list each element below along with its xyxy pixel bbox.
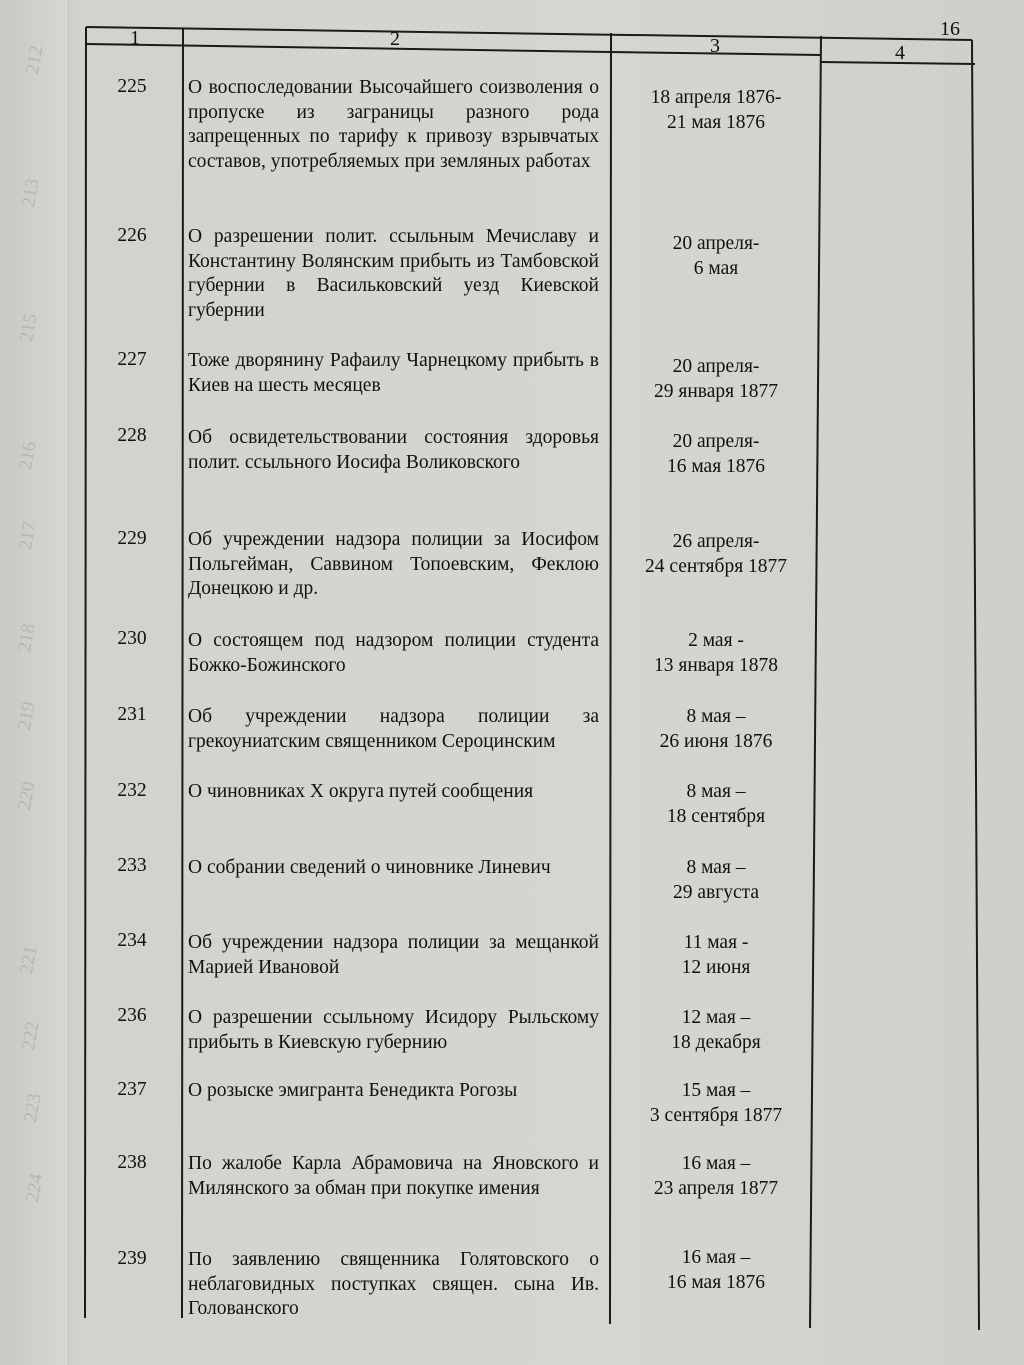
ghost-number: 223: [20, 1091, 46, 1124]
ghost-number: 219: [14, 699, 40, 732]
ghost-number: 217: [15, 519, 41, 552]
date-to: 6 мая: [693, 257, 739, 279]
row-date-range: [612, 629, 820, 678]
column-divider-3: [810, 36, 821, 1328]
column-header-2: 2: [390, 28, 400, 50]
row-title: О розыске эмигранта Бенедикта Рогозы: [188, 1080, 518, 1101]
column-divider-1: [182, 28, 183, 1318]
date-to: 16 мая 1876: [666, 455, 766, 477]
row-number: 239: [117, 1248, 147, 1269]
column-header-3: 3: [710, 35, 720, 57]
row-number: 229: [117, 528, 147, 549]
column-header-4: 4: [895, 42, 905, 64]
row-date-range: [612, 355, 820, 404]
row-title: Об учреждении надзора полиции за мещанкой Марией Ивановой: [188, 932, 599, 978]
date-to: 18 сентября: [666, 805, 766, 827]
date-from: 2 мая -: [688, 630, 744, 651]
date-to: 21 мая 1876: [666, 111, 766, 133]
row-title: Об освидетельствовании состояния здоровья полит. ссыльного Иосифа Воликовского: [188, 427, 599, 473]
ghost-number: 215: [16, 311, 42, 344]
row-number: 227: [117, 349, 147, 370]
date-to: 29 августа: [672, 881, 760, 903]
row-number: 225: [117, 76, 147, 97]
row-date-range: [612, 530, 820, 579]
row-title: О состоящем под надзором полиции студента Божко-Божинского: [188, 630, 599, 676]
ghost-number: 212: [22, 43, 48, 76]
date-to: 24 сентября 1877: [644, 555, 788, 577]
row-title: Тоже дворянину Рафаилу Чарнецкому прибыть в Киев на шесть месяцев: [188, 350, 599, 396]
row-date-range: [612, 1246, 820, 1295]
row-date-range: [612, 1152, 820, 1201]
row-number: 231: [117, 704, 147, 725]
column-header-1: 1: [130, 27, 140, 49]
date-from: 26 апреля-: [672, 531, 760, 552]
row-date-range: [612, 1006, 820, 1055]
table-top-border: [86, 27, 972, 40]
date-to: 13 января 1878: [654, 654, 778, 676]
ghost-number: 213: [18, 176, 44, 209]
row-number: 232: [117, 780, 147, 801]
row-number: 233: [117, 855, 147, 876]
date-from: 20 апреля-: [672, 356, 760, 377]
date-from: 16 мая –: [681, 1153, 751, 1174]
date-from: 15 мая –: [681, 1080, 751, 1101]
row-number: 226: [117, 225, 147, 246]
row-title: О разрешении полит. ссыльным Мечиславу и Константину Волянским прибыть из Тамбовской губернии в Васильковский уезд Киевской губернии: [188, 226, 599, 321]
date-from: 16 мая –: [681, 1247, 751, 1268]
row-number: 237: [117, 1079, 147, 1100]
table-right-border: [972, 40, 979, 1330]
row-date-range: [612, 705, 820, 754]
date-to: 12 июня: [681, 956, 751, 978]
row-date-range: [612, 856, 820, 905]
date-from: 8 мая –: [686, 857, 746, 878]
row-title: Об учреждении надзора полиции за грекоуниатским священником Сероцинским: [188, 706, 599, 752]
page-number: 16: [940, 18, 960, 40]
table-left-border: [85, 27, 86, 1318]
row-title: По заявлению священника Голятовского о неблаговидных поступках священ. сына Ив. Голованского: [188, 1249, 599, 1319]
row-date-range: [612, 931, 820, 980]
row-number: 238: [117, 1152, 147, 1173]
ghost-number: 224: [22, 1171, 48, 1204]
row-date-range: [612, 1079, 820, 1128]
row-title: О собрании сведений о чиновнике Линевич: [188, 857, 551, 878]
date-from: 8 мая –: [686, 781, 746, 802]
row-date-range: [612, 232, 820, 281]
row-title: О чиновниках X округа путей сообщения: [188, 781, 534, 802]
row-title: О разрешении ссыльному Исидору Рыльскому прибыть в Киевскую губернию: [188, 1007, 599, 1053]
ghost-number: 220: [14, 779, 40, 812]
date-from: 20 апреля-: [672, 431, 760, 452]
row-date-range: [612, 780, 820, 829]
column-divider-2: [610, 33, 611, 1324]
ghost-number: 221: [16, 943, 42, 976]
row-title: По жалобе Карла Абрамовича на Яновского и Милянского за обман при покупке имения: [188, 1153, 599, 1199]
row-number: 236: [117, 1005, 147, 1026]
row-number: 230: [117, 628, 147, 649]
date-to: 16 мая 1876: [666, 1271, 766, 1293]
ghost-number: 216: [15, 439, 41, 472]
row-number: 234: [117, 930, 147, 951]
ghost-number: 222: [18, 1019, 44, 1052]
date-from: 18 апреля 1876-: [650, 87, 782, 108]
date-to: 26 июня 1876: [659, 730, 773, 752]
row-title: Об учреждении надзора полиции за Иосифом Польгейман, Саввином Топоевским, Феклою Донецкою и др.: [188, 529, 599, 599]
date-from: 12 мая –: [681, 1007, 751, 1028]
date-from: 11 мая -: [683, 932, 749, 953]
row-date-range: [612, 430, 820, 479]
row-date-range: [612, 86, 820, 135]
date-to: 18 декабря: [671, 1031, 761, 1053]
date-to: 23 апреля 1877: [653, 1177, 779, 1199]
date-from: 8 мая –: [686, 706, 746, 727]
row-title: О воспоследовании Высочайшего соизволения о пропуске из заграницы разного рода запрещенных по тарифу к привозу взрывчатых составов, употребляемых при земляных работах: [188, 77, 599, 172]
date-from: 20 апреля-: [672, 233, 760, 254]
date-to: 3 сентября 1877: [649, 1104, 783, 1126]
row-number: 228: [117, 425, 147, 446]
date-to: 29 января 1877: [654, 380, 778, 402]
ghost-number: 218: [14, 621, 40, 654]
